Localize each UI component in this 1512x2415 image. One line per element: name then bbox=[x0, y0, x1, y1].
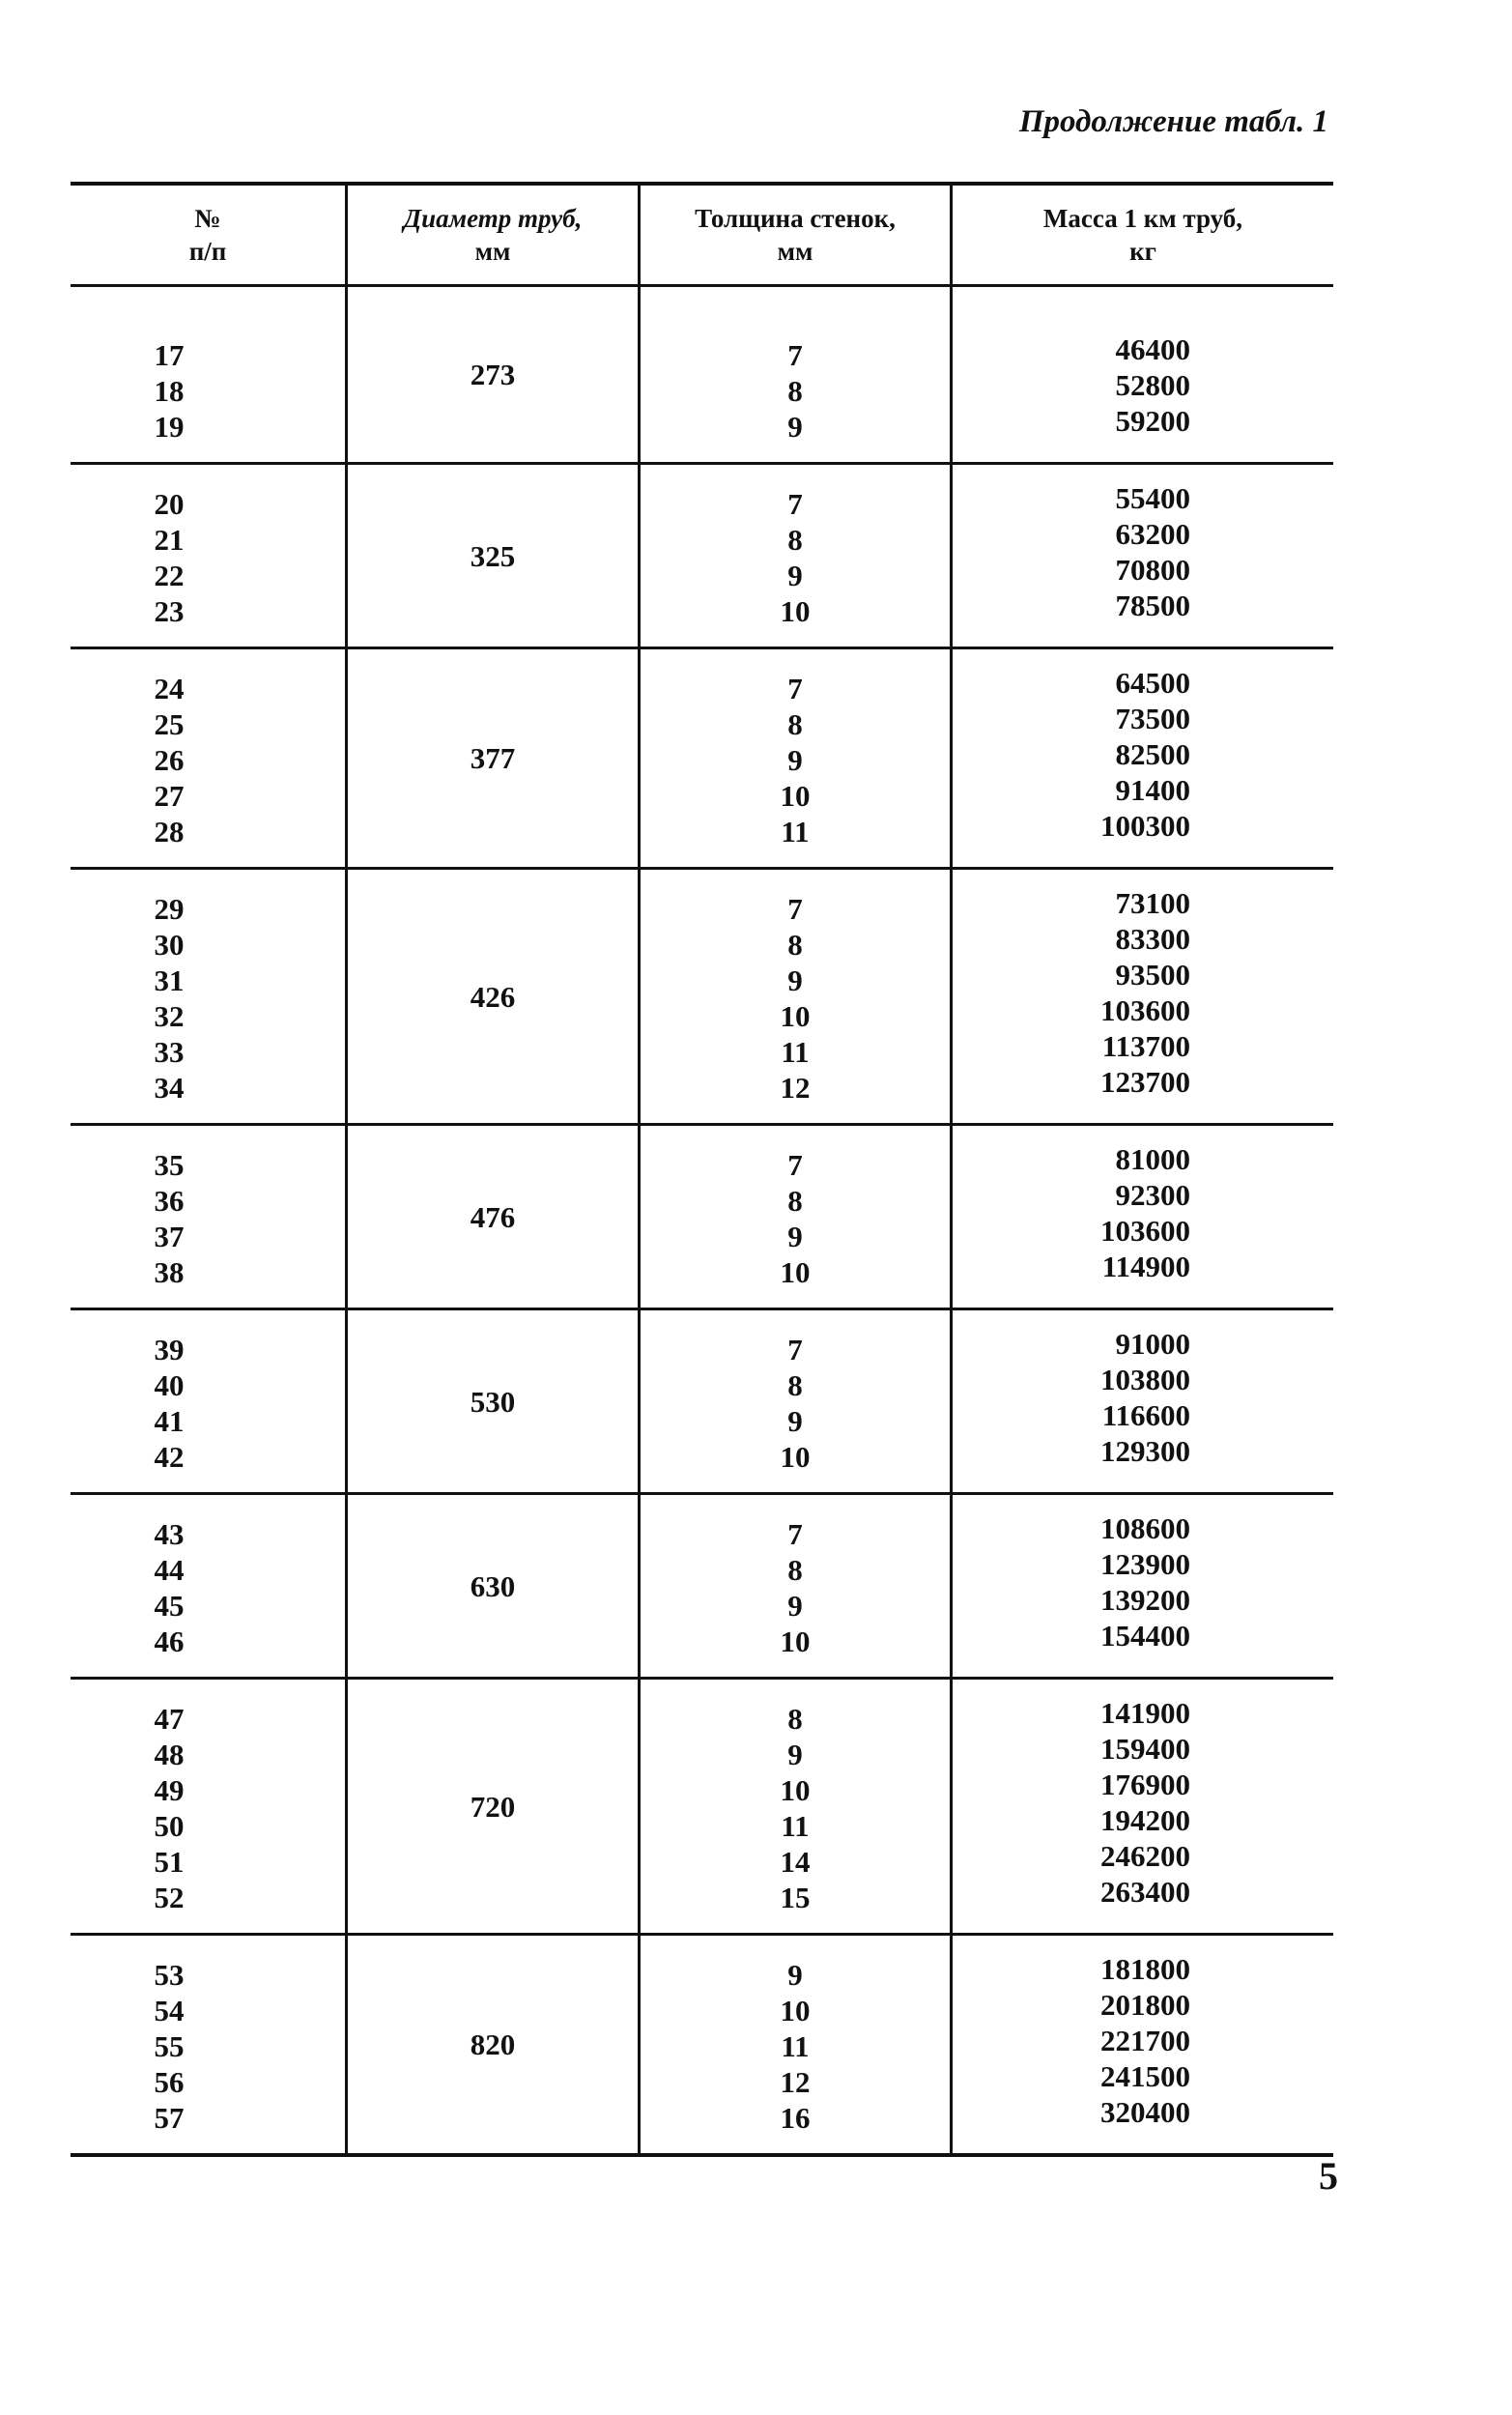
row-number: 21 bbox=[154, 523, 185, 557]
diameter-cell bbox=[345, 1310, 638, 1492]
mass-value: 154400 bbox=[1100, 1619, 1190, 1653]
diameter-value: 377 bbox=[470, 741, 516, 775]
pipe-mass-table bbox=[71, 182, 1333, 2157]
number-cell bbox=[71, 649, 345, 867]
thickness-value: 9 bbox=[787, 743, 803, 777]
row-number: 46 bbox=[154, 1624, 185, 1658]
row-number: 47 bbox=[154, 1702, 185, 1736]
number-cell bbox=[71, 1680, 345, 1933]
mass-value: 201800 bbox=[1100, 1988, 1190, 2022]
row-number: 31 bbox=[154, 963, 185, 997]
thickness-value: 9 bbox=[787, 1738, 803, 1771]
header-thickness bbox=[638, 186, 950, 284]
row-number: 37 bbox=[154, 1220, 185, 1253]
mass-value: 194200 bbox=[1100, 1803, 1190, 1837]
row-number: 36 bbox=[154, 1184, 185, 1218]
mass-value: 123900 bbox=[1100, 1547, 1190, 1581]
thickness-value: 8 bbox=[787, 1553, 803, 1587]
thickness-value: 15 bbox=[780, 1881, 811, 1914]
diameter-value: 820 bbox=[470, 2027, 516, 2061]
header-number-line-1: № bbox=[194, 204, 221, 233]
diameter-cell bbox=[345, 1495, 638, 1677]
diameter-value: 630 bbox=[470, 1568, 516, 1603]
thickness-value: 10 bbox=[780, 999, 811, 1033]
diameter-cell bbox=[345, 870, 638, 1123]
table-row-group bbox=[71, 287, 1333, 462]
mass-value: 73100 bbox=[1115, 886, 1190, 920]
number-cell bbox=[71, 465, 345, 647]
thickness-cell bbox=[638, 1680, 950, 1933]
header-mass bbox=[950, 186, 1333, 284]
row-number: 51 bbox=[154, 1845, 185, 1879]
mass-value: 263400 bbox=[1100, 1875, 1190, 1909]
thickness-value: 12 bbox=[780, 1071, 811, 1105]
mass-cell bbox=[950, 287, 1333, 462]
thickness-value: 8 bbox=[787, 1184, 803, 1218]
mass-value: 55400 bbox=[1115, 481, 1190, 515]
mass-value: 159400 bbox=[1100, 1732, 1190, 1766]
thickness-value: 8 bbox=[787, 928, 803, 962]
mass-value: 81000 bbox=[1115, 1142, 1190, 1176]
thickness-cell bbox=[638, 870, 950, 1123]
number-cell bbox=[71, 1495, 345, 1677]
number-cell bbox=[71, 870, 345, 1123]
mass-value: 108600 bbox=[1100, 1511, 1190, 1545]
mass-cell bbox=[950, 1495, 1333, 1677]
thickness-cell bbox=[638, 465, 950, 647]
thickness-value: 9 bbox=[787, 410, 803, 444]
thickness-value: 8 bbox=[787, 1702, 803, 1736]
row-number: 22 bbox=[154, 559, 185, 592]
mass-value: 78500 bbox=[1115, 589, 1190, 622]
row-number: 19 bbox=[154, 410, 185, 444]
mass-cell bbox=[950, 870, 1333, 1123]
thickness-value: 16 bbox=[780, 2101, 811, 2135]
thickness-cell bbox=[638, 1495, 950, 1677]
diameter-value: 325 bbox=[470, 538, 516, 573]
diameter-value: 476 bbox=[470, 1199, 516, 1234]
table-row-group bbox=[71, 1680, 1333, 1933]
thickness-cell bbox=[638, 1126, 950, 1308]
row-number: 23 bbox=[154, 594, 185, 628]
thickness-value: 11 bbox=[781, 2029, 810, 2063]
row-number: 57 bbox=[154, 2101, 185, 2135]
thickness-value: 10 bbox=[780, 1773, 811, 1807]
mass-value: 91400 bbox=[1115, 773, 1190, 807]
row-number: 25 bbox=[154, 707, 185, 741]
thickness-value: 10 bbox=[780, 779, 811, 813]
mass-value: 141900 bbox=[1100, 1696, 1190, 1730]
header-thickness-line-2: мм bbox=[777, 237, 813, 266]
row-number: 42 bbox=[154, 1440, 185, 1474]
thickness-value: 11 bbox=[781, 1809, 810, 1843]
row-number: 48 bbox=[154, 1738, 185, 1771]
thickness-value: 7 bbox=[787, 892, 803, 926]
table-row-group bbox=[71, 465, 1333, 647]
mass-value: 181800 bbox=[1100, 1952, 1190, 1986]
mass-value: 93500 bbox=[1115, 958, 1190, 992]
mass-value: 64500 bbox=[1115, 666, 1190, 700]
mass-value: 176900 bbox=[1100, 1768, 1190, 1801]
header-number-line-2: п/п bbox=[188, 237, 227, 266]
diameter-value: 530 bbox=[470, 1384, 516, 1419]
row-number: 52 bbox=[154, 1881, 185, 1914]
row-number: 32 bbox=[154, 999, 185, 1033]
row-number: 20 bbox=[154, 487, 185, 521]
table-bottom-rule bbox=[71, 2153, 1333, 2157]
row-number: 54 bbox=[154, 1994, 185, 2027]
mass-cell bbox=[950, 1126, 1333, 1308]
row-number: 44 bbox=[154, 1553, 185, 1587]
thickness-value: 7 bbox=[787, 1333, 803, 1366]
table-body bbox=[71, 287, 1333, 2153]
thickness-cell bbox=[638, 287, 950, 462]
header-mass-line-2: кг bbox=[1129, 237, 1156, 266]
mass-value: 73500 bbox=[1115, 702, 1190, 735]
mass-value: 82500 bbox=[1115, 737, 1190, 771]
mass-value: 52800 bbox=[1115, 368, 1190, 402]
mass-value: 70800 bbox=[1115, 553, 1190, 587]
table-caption bbox=[870, 104, 1328, 140]
mass-value: 114900 bbox=[1101, 1250, 1190, 1283]
thickness-value: 10 bbox=[780, 1440, 811, 1474]
thickness-cell bbox=[638, 649, 950, 867]
diameter-value: 720 bbox=[470, 1789, 516, 1824]
thickness-value: 9 bbox=[787, 1220, 803, 1253]
mass-value: 241500 bbox=[1100, 2059, 1190, 2093]
header-diameter-line-1: Диаметр труб, bbox=[403, 204, 583, 233]
header-diameter-line-2: мм bbox=[474, 237, 511, 266]
mass-cell bbox=[950, 1310, 1333, 1492]
mass-cell bbox=[950, 465, 1333, 647]
thickness-value: 8 bbox=[787, 1368, 803, 1402]
row-number: 29 bbox=[154, 892, 185, 926]
thickness-value: 9 bbox=[787, 963, 803, 997]
number-cell bbox=[71, 1936, 345, 2153]
thickness-value: 8 bbox=[787, 523, 803, 557]
thickness-value: 14 bbox=[780, 1845, 811, 1879]
diameter-cell bbox=[345, 1126, 638, 1308]
mass-value: 63200 bbox=[1115, 517, 1190, 551]
number-cell bbox=[71, 287, 345, 462]
mass-value: 139200 bbox=[1100, 1583, 1190, 1617]
row-number: 53 bbox=[154, 1958, 185, 1992]
mass-value: 123700 bbox=[1100, 1065, 1190, 1099]
thickness-value: 7 bbox=[787, 338, 803, 372]
mass-value: 46400 bbox=[1115, 332, 1190, 366]
thickness-value: 8 bbox=[787, 374, 803, 408]
row-number: 49 bbox=[154, 1773, 185, 1807]
table-header-row bbox=[71, 186, 1333, 284]
thickness-value: 7 bbox=[787, 1517, 803, 1551]
row-number: 17 bbox=[154, 338, 185, 372]
row-number: 30 bbox=[154, 928, 185, 962]
row-number: 34 bbox=[154, 1071, 185, 1105]
table-row-group bbox=[71, 1126, 1333, 1308]
mass-value: 103800 bbox=[1100, 1363, 1190, 1396]
table-row-group bbox=[71, 870, 1333, 1123]
row-number: 41 bbox=[154, 1404, 185, 1438]
thickness-value: 7 bbox=[787, 487, 803, 521]
thickness-value: 10 bbox=[780, 1994, 811, 2027]
mass-value: 103600 bbox=[1100, 1214, 1190, 1248]
diameter-cell bbox=[345, 1936, 638, 2153]
number-cell bbox=[71, 1126, 345, 1308]
diameter-value: 426 bbox=[470, 979, 516, 1014]
row-number: 27 bbox=[154, 779, 185, 813]
table-row-group bbox=[71, 1310, 1333, 1492]
thickness-value: 9 bbox=[787, 1404, 803, 1438]
diameter-cell bbox=[345, 287, 638, 462]
table-row-group bbox=[71, 1936, 1333, 2153]
mass-value: 92300 bbox=[1115, 1178, 1190, 1212]
row-number: 35 bbox=[154, 1148, 185, 1182]
mass-value: 113700 bbox=[1101, 1029, 1190, 1063]
thickness-cell bbox=[638, 1936, 950, 2153]
mass-value: 129300 bbox=[1100, 1434, 1190, 1468]
mass-value: 91000 bbox=[1115, 1327, 1190, 1361]
header-diameter bbox=[345, 186, 638, 284]
mass-cell bbox=[950, 649, 1333, 867]
table-row-group bbox=[71, 649, 1333, 867]
mass-value: 100300 bbox=[1100, 809, 1190, 843]
row-number: 39 bbox=[154, 1333, 185, 1366]
thickness-cell bbox=[638, 1310, 950, 1492]
thickness-value: 7 bbox=[787, 1148, 803, 1182]
diameter-cell bbox=[345, 649, 638, 867]
thickness-value: 8 bbox=[787, 707, 803, 741]
mass-value: 320400 bbox=[1100, 2095, 1190, 2129]
thickness-value: 9 bbox=[787, 1958, 803, 1992]
header-mass-line-1: Масса 1 км труб, bbox=[1042, 204, 1243, 233]
mass-value: 221700 bbox=[1100, 2024, 1190, 2057]
thickness-value: 10 bbox=[780, 1624, 811, 1658]
row-number: 18 bbox=[154, 374, 185, 408]
diameter-cell bbox=[345, 465, 638, 647]
row-number: 28 bbox=[154, 815, 185, 848]
thickness-value: 10 bbox=[780, 1255, 811, 1289]
mass-cell bbox=[950, 1936, 1333, 2153]
thickness-value: 7 bbox=[787, 672, 803, 705]
table-row-group bbox=[71, 1495, 1333, 1677]
page-number: 5 bbox=[1319, 2154, 1338, 2198]
row-number: 45 bbox=[154, 1589, 185, 1623]
row-number: 55 bbox=[154, 2029, 185, 2063]
thickness-value: 12 bbox=[780, 2065, 811, 2099]
mass-value: 103600 bbox=[1100, 993, 1190, 1027]
number-cell bbox=[71, 1310, 345, 1492]
thickness-value: 9 bbox=[787, 559, 803, 592]
row-number: 50 bbox=[154, 1809, 185, 1843]
row-number: 43 bbox=[154, 1517, 185, 1551]
row-number: 56 bbox=[154, 2065, 185, 2099]
caption-text: Продолжение табл. 1 bbox=[1018, 104, 1328, 139]
header-thickness-line-1: Толщина стенок, bbox=[695, 204, 896, 233]
row-number: 33 bbox=[154, 1035, 185, 1069]
diameter-cell bbox=[345, 1680, 638, 1933]
thickness-value: 11 bbox=[781, 815, 810, 848]
mass-value: 83300 bbox=[1115, 922, 1190, 956]
thickness-value: 10 bbox=[780, 594, 811, 628]
row-number: 38 bbox=[154, 1255, 185, 1289]
row-number: 24 bbox=[154, 672, 185, 705]
header-number bbox=[71, 186, 345, 284]
mass-value: 246200 bbox=[1100, 1839, 1190, 1873]
mass-cell bbox=[950, 1680, 1333, 1933]
thickness-value: 9 bbox=[787, 1589, 803, 1623]
thickness-value: 11 bbox=[781, 1035, 810, 1069]
mass-value: 59200 bbox=[1115, 404, 1190, 438]
row-number: 40 bbox=[154, 1368, 185, 1402]
mass-value: 116600 bbox=[1101, 1398, 1190, 1432]
row-number: 26 bbox=[154, 743, 185, 777]
diameter-value: 273 bbox=[470, 358, 516, 391]
